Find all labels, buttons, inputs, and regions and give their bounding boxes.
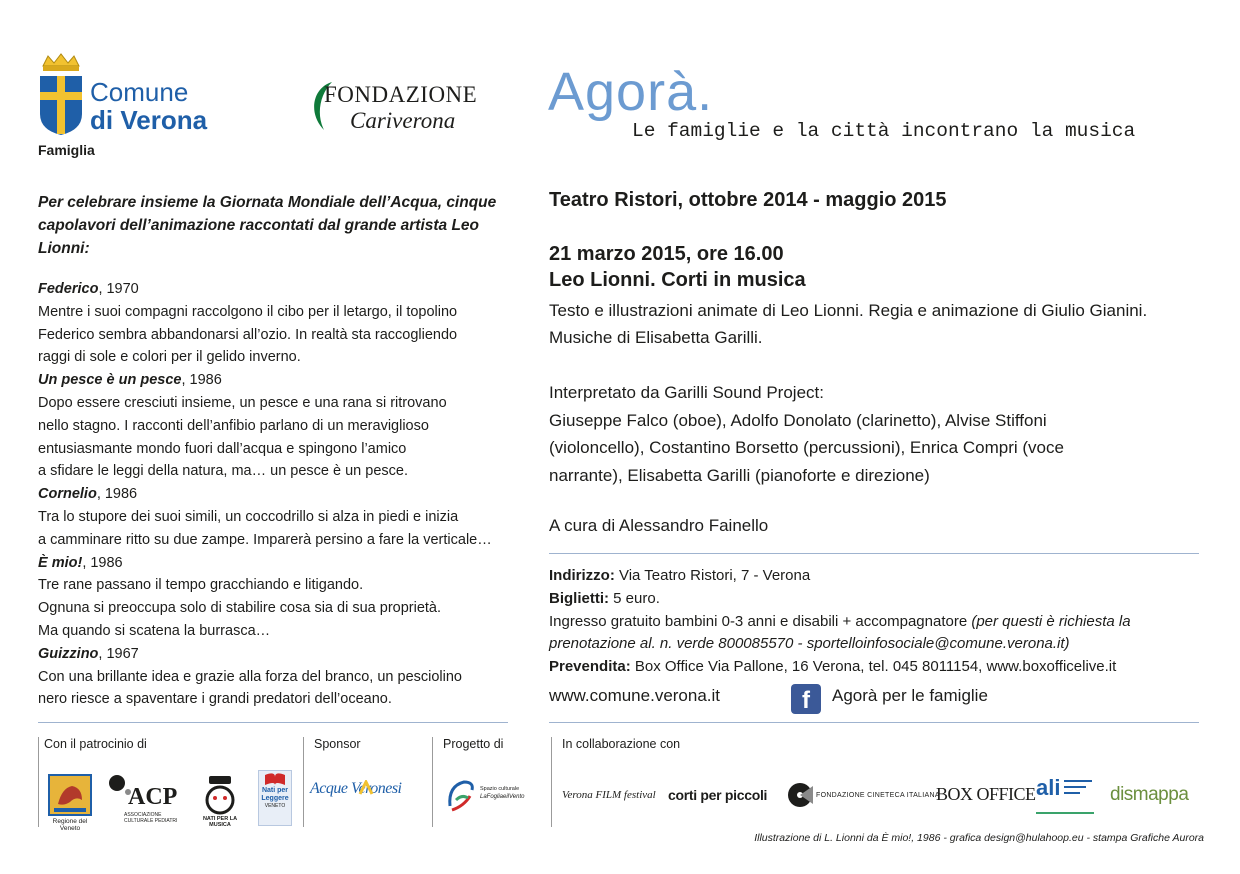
cineteca-italiana-logo: FONDAZIONE CINETECA ITALIANA — [816, 792, 940, 799]
film-list — [38, 278, 508, 711]
acp-logo — [108, 774, 188, 824]
performers-intro: Interpretato da Garilli Sound Project: — [549, 383, 824, 402]
film-description-line: nero riesce a spaventare i grandi predatori dell’oceano. — [38, 691, 392, 708]
collaboration-label: In collaborazione con — [562, 737, 681, 751]
box-office-logo: BOX OFFICE — [936, 784, 1036, 804]
comune-line1: Comune — [90, 77, 189, 107]
film-title: Federico — [38, 281, 99, 297]
free-entry-note: (per questi è richiesta la — [971, 612, 1131, 630]
free-entry-note: prenotazione al. n. verde 800085570 - sportelloinfosociale@comune.verona.it) — [549, 635, 1070, 653]
free-entry-row — [549, 611, 1219, 634]
project-label: Progetto di — [443, 737, 504, 751]
credit-line: Illustrazione di L. Lionni da È mio!, 1986 - grafica design@hulahoop.eu - stampa Grafiche Aurora — [754, 832, 1204, 844]
event-season: Teatro Ristori, ottobre 2014 - maggio 2015 — [549, 189, 947, 211]
acque-veronesi-text: Acque Veronesi — [310, 780, 402, 797]
famiglia-label: Famiglia — [38, 142, 95, 158]
nati-per-la-musica-logo — [192, 774, 248, 828]
event-date: 21 marzo 2015, ore 16.00 — [549, 243, 784, 265]
film-reel-icon — [787, 782, 813, 808]
free-entry-text: Ingresso gratuito bambini 0-3 anni e disabili + accompagnatore — [549, 612, 972, 630]
divider — [38, 737, 39, 827]
presale-row — [549, 656, 1219, 679]
film-year: , 1986 — [96, 486, 138, 503]
film-title-row — [38, 483, 508, 506]
film-title-row — [38, 643, 508, 666]
divider — [303, 737, 304, 827]
divider — [38, 722, 508, 723]
film-description-line: Tre rane passano il tempo gracchiando e litigando. — [38, 577, 364, 594]
divider — [549, 553, 1199, 554]
acp-text: ACP — [128, 784, 178, 810]
tickets-value: 5 euro. — [609, 589, 660, 607]
regione-veneto-logo — [42, 774, 98, 832]
tickets-label: Biglietti: — [549, 589, 609, 607]
description-line: Testo e illustrazioni animate di Leo Lionni. Regia e animazione di Giulio Gianini. — [549, 301, 1148, 320]
ali-text: ali — [1036, 775, 1061, 800]
sponsor-label: Sponsor — [314, 737, 361, 751]
film-title-row — [38, 369, 508, 392]
divider — [549, 722, 1199, 723]
foglia-line1: Spazio culturale — [480, 786, 520, 792]
verona-film-festival-logo: Verona FILM festival — [562, 789, 656, 801]
film-year: , 1970 — [98, 281, 139, 297]
corti-per-piccoli-logo: corti per piccoli — [668, 787, 768, 803]
film-description-line: nello stagno. I racconti dell’anfibio parlano di un meraviglioso — [38, 417, 429, 434]
swirl-icon — [444, 776, 478, 814]
film-title-row — [38, 552, 508, 575]
facebook-link[interactable]: Agorà per le famiglie — [832, 686, 988, 705]
presale-value: Box Office Via Pallone, 16 Verona, tel. 045 8011154, www.boxofficelive.it — [630, 658, 1117, 676]
film-description-line: raggi di sole e colori per il gelido inverno. — [38, 349, 301, 366]
practical-info — [549, 565, 1219, 679]
film-title-row — [38, 278, 508, 301]
film-description-line: Federico sembra abbandonarsi all’ozio. In realtà sta raccogliendo — [38, 326, 458, 343]
divider — [432, 737, 433, 827]
film-description-line: Dopo essere cresciuti insieme, un pesce e una rana si ritrovano — [38, 394, 447, 411]
regione-veneto-text: Regione del Veneto — [52, 818, 88, 832]
patronage-label: Con il patrocinio di — [44, 737, 147, 751]
event-description — [549, 297, 1219, 351]
film-description-line: Ognuna si preoccupa solo di stabilire cosa sia di sua proprietà. — [38, 600, 442, 617]
divider — [551, 737, 552, 827]
film-title: Cornelio — [38, 486, 97, 503]
event-performers — [549, 379, 1219, 489]
performers-line: narrante), Elisabetta Garilli (pianoforte e direzione) — [549, 465, 930, 485]
page-subtitle: Le famiglie e la città incontrano la musica — [632, 120, 1136, 142]
film-description-line: a sfidare le leggi della natura, ma… un pesce è un pesce. — [38, 463, 408, 480]
performers-line: (violoncello), Costantino Borsetto (percussioni), Enrica Compri (voce — [549, 438, 1064, 457]
film-year: , 1986 — [181, 372, 222, 389]
film-title: Guizzino — [38, 645, 99, 662]
presale-label: Prevendita: — [549, 658, 631, 676]
free-entry-row — [549, 633, 1219, 656]
ali-lines-icon — [1064, 778, 1094, 798]
film-year: , 1967 — [98, 645, 139, 662]
nati-per-leggere-line2: Leggere — [261, 795, 289, 802]
film-year: , 1986 — [82, 554, 123, 571]
film-description-line: Mentre i suoi compagni raccolgono il cibo per il letargo, il topolino — [38, 303, 458, 320]
music-face-icon — [203, 774, 237, 816]
film-title: Un pesce è un pesce — [38, 372, 182, 389]
film-description-line: entusiasmante mondo fuori dall’acqua e spingono l’amico — [38, 440, 407, 457]
verona-crest-icon — [38, 52, 84, 136]
dismappa-logo: dismappa — [1110, 784, 1189, 805]
page-title: Agorà. — [548, 62, 714, 122]
performers-line: Giuseppe Falco (oboe), Adolfo Donolato (clarinetto), Alvise Stiffoni — [549, 410, 1047, 430]
acque-wave-icon — [358, 780, 374, 796]
fondazione-line2: Cariverona — [350, 108, 456, 133]
event-heading — [549, 241, 1219, 293]
film-description-line: a camminare ritto su due zampe. Imparerà persino a fare la verticale… — [38, 531, 492, 548]
nati-per-leggere-line3: VENETO — [264, 803, 286, 809]
film-description-line: Ma quando si scatena la burrasca… — [38, 622, 271, 639]
ali-underline-icon — [1036, 810, 1094, 816]
acp-subtext: ASSOCIAZIONE CULTURALE PEDIATRI — [124, 812, 178, 824]
acque-veronesi-logo — [310, 780, 428, 810]
description-line: Musiche di Elisabetta Garilli. — [549, 328, 763, 347]
address-label: Indirizzo: — [549, 567, 615, 584]
nati-per-leggere-line1: Nati per — [261, 787, 289, 794]
book-icon — [263, 773, 287, 787]
nati-per-la-musica-text: NATI PER LA MUSICA — [202, 816, 238, 828]
comune-line2: di Verona — [90, 105, 208, 135]
lion-crest-icon — [48, 774, 92, 816]
intro-text: Per celebrare insieme la Giornata Mondiale dell’Acqua, cinque capolavori dell’animazione raccontati dal grande artista Leo Lionni: — [38, 194, 497, 257]
address-value: Via Teatro Ristori, 7 - Verona — [614, 567, 811, 584]
film-description-line: Con una brillante idea e grazie alla forza del branco, un pesciolino — [38, 668, 462, 685]
fondazione-line1: FONDAZIONE — [324, 82, 478, 107]
event-curator: A cura di Alessandro Fainello — [549, 516, 769, 535]
nati-per-leggere-logo — [258, 770, 292, 826]
film-title: È mio! — [38, 554, 83, 571]
website-link[interactable]: www.comune.verona.it — [549, 686, 721, 705]
address-row — [549, 565, 1219, 588]
foglia-e-vento-logo — [444, 776, 544, 818]
tickets-row — [549, 588, 1219, 611]
event-title: Leo Lionni. Corti in musica — [549, 269, 806, 291]
facebook-icon[interactable]: f — [791, 684, 821, 714]
film-description-line: Tra lo stupore dei suoi simili, un coccodrillo si alza in piedi e inizia — [38, 508, 459, 525]
foglia-line2: LaFogliaeilVento — [480, 794, 525, 800]
ali-logo — [1036, 776, 1096, 820]
comune-verona-logo — [90, 78, 207, 134]
